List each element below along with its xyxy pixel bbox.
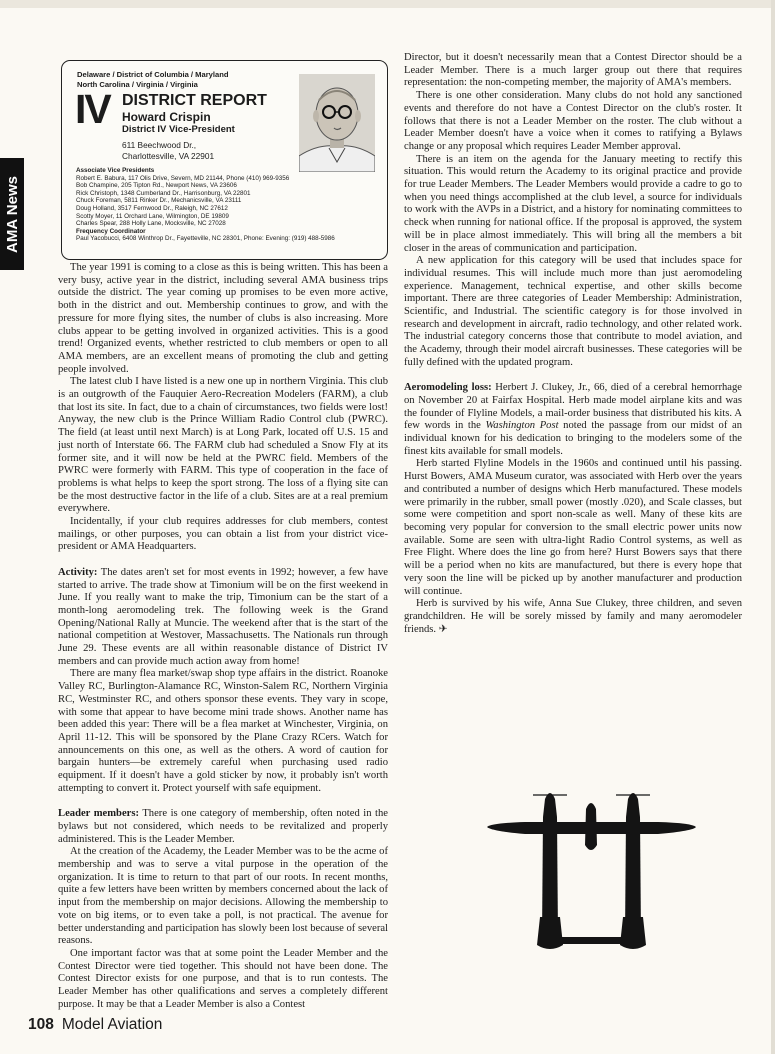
paragraph: There is one other consideration. Many clubs do not hold any sanctioned events and therefore do not have a Contest Director on the club's roster. It follows that there is not a Leader Member on the roster. The club without a Leader Member doesn't have a voice when it comes to ratifying a Bylaws change or any proposal which requires Leader Member approval. [404,90,742,152]
page-number: 108 [28,1016,54,1033]
address-line-2: Charlottesville, VA 22901 [122,151,215,161]
page-right-edge [771,0,775,1054]
states-line-2: North Carolina / Virginia / Virginia [77,79,198,89]
associate-entry: Chuck Foreman, 5811 Rinker Dr., Mechanicsville, VA 23111 [76,197,242,205]
paragraph: The year 1991 is coming to a close as this is being written. This has been a very busy, active year in the district, including several AMA business trips outside the district. The year coming up promises to be even more active, both in the district and out. Membership continues to grow, and with the pressure for more flying sites, the number of clubs is also increasing. More clubs appear to be getting involved in organized activities. This is a good trend! Organized events, whether restricted to club members or open to all AMA members, are an excellent means of promoting the club and getting people involved. [58,262,388,375]
paragraph: At the creation of the Academy, the Leader Member was to be the acme of membership and was to serve a vital purpose in the operation of the organization. It is time to return to that part of our roots. In recent months, quite a few letters have been written by members concerned about the lack of input from the membership on major decisions. Allowing the membership to vote on big items, or to even take a poll, is not practical. The avenue for better understanding and participation has slowly been lost because of several reasons. [58,846,388,947]
end-mark-icon: ✈ [438,623,448,635]
district-report-header [61,60,388,260]
vice-president-name: Howard Crispin [122,110,211,124]
vice-president-address [122,140,214,162]
paragraph: Herb is survived by his wife, Anna Sue Clukey, three children, and seven grandchildren. He will be sorely missed by family and many aeromodeler friends. ✈ [404,598,742,635]
leader-members-heading: Leader members: [58,808,139,820]
frequency-coordinator-entry: Paul Yacobucci, 6408 Winthrop Dr., Fayetteville, NC 28301, Phone: Evening: (919) 488-5986 [76,235,335,243]
section-tab [0,158,24,270]
paragraph: There are many flea market/swap shop type affairs in the district. Roanoke Valley RC, Burlington-Alamance RC, Winston-Salem RC, Northern Virginia RC, Westminster RC, and others sponsor these events. They vary in scope, with some that appear to have become mini trade shows. Another name has been added this year: There will be a flea market at Winchester, Virginia, on April 11-12. This will be sponsored by the Plane Crazy RCers. Watch for announcements on this one, as well as the others. A word of caution for bargain hunters—be extremely careful when purchasing used radio equipment. If it doesn't have a gold sticker by now, it probably isn't worth attempting to convert it. Protect yourself with safe equipment. [58,668,388,794]
aeromodeling-loss-heading: Aeromodeling loss: [404,382,492,394]
aeromodeling-loss-section: Aeromodeling loss: Herbert J. Clukey, Jr., 66, died of a cerebral hemorrhage on November 20 at Fairfax Hospital. Herb made model airplane kits and was the founder of Flyline Models, a mail-order business that distributed his kits. A few words in the Washington Post noted the passage from our midst of an individual known for his dedication to bringing to the modelers some of the finest kits available for small models. [404,382,743,457]
states-line-1: Delaware / District of Columbia / Maryland [77,70,229,79]
associate-entry: Doug Holland, 3517 Fernwood Dr., Raleigh, NC 27612 [76,204,228,212]
activity-section [58,567,388,669]
associate-entry: Charles Spear, 288 Holly Lane, Mocksville, NC 27028 [76,220,226,228]
paragraph: Herb started Flyline Models in the 1960s and continued until his passing. Hurst Bowers, AMA Museum curator, was associated with Herb over the years and contributed a number of designs which Herb manufactured. These models were primarily in the rubber, small power (mostly .020), and Scale classes, but some were competition and sport non-scale as well. Many of these kits are becoming very popular for conversion to the small electric power units now available. Some are seen with ultra-light Radio Control systems, as well as Free Flight. Where does the line go from here? Hurst Bowers says that there will be a period when no kits are manufactured, but there is every hope that very soon the line will be picked up by another manufacturer and production will continue. [404,458,742,597]
associate-vice-presidents [76,167,335,243]
paragraph: A new application for this category will be used that includes space for individual resumes. This will include much more than just aeromodeling experience. Management, technical expertise, and other skills become important. There are three categories of Leader Membership: Administration, Scientific, and Industrial. The scientific category is for those involved in research and development in aircraft, radio technology, and other related work. The industrial category concerns those that contribute to model aviation, and the Academy, through their model aircraft businesses. These categories will be fully defined with the updated program. [404,255,742,368]
newspaper-title: Washington Post [485,420,559,432]
paragraph: One important factor was that at some point the Leader Member and the Contest Director were tied together. This should not have been done. The Contest Director exists for one purpose, and that is to run contests. The Leader Member has other qualifications and serves a completely different purpose. It may be that a Leader Member is also a Contest [58,947,388,1010]
right-article-column [404,52,742,636]
paragraph: There is an item on the agenda for the January meeting to rectify this situation. This would return the Academy to its original practice and provide for true Leader Members. The Leader Members would provide a cadre to go to when you need things accomplished at the club level, a source for individuals to work with the AVPs in a District, and a history for nominating committees to check when running for national office. If the proposal is approved, the system will be in place almost immediately. This will bring all the members a bit closer in the areas of communication and participation. [404,153,742,254]
leader-members-text: There is one category of membership, often noted in the bylaws but not considered, which needs to be revitalized and properly administered. This is the Leader Member. [58,808,388,845]
associate-entry: Scotty Moyer, 11 Orchard Lane, Wilmington, DE 19809 [76,212,229,220]
district-numeral: IV [75,86,110,132]
leader-members-section [58,808,388,846]
activity-text: The dates aren't set for most events in 1992; however, a few have started to arrive. The trade show at Timonium will be on the first weekend in June. If you really want to make the trip, Timonium can be the start of a month-long aeromodeling trek. The following week is the Grand Opening/National Rally at Muncie. The weekend after that is the start of the national competition at Westover, Massachusetts. The Nationals run through June 29. These events are all within reasonable distance of District IV members and can provide much action away from home! [58,566,388,667]
frequency-coordinator-heading: Frequency Coordinator [76,227,146,235]
page-top-edge [0,0,775,8]
paragraph: Director, but it doesn't necessarily mean that a Contest Director should be a Leader Member. There is a much larger group out there that requires representation: the non-competing member, the majority of AMA's members. [404,52,742,89]
associate-entry: Bob Champine, 205 Tipton Rd., Newport News, VA 23606 [76,182,237,190]
left-article-column [58,262,388,1011]
vice-president-portrait [299,74,375,172]
paragraph: Incidentally, if your club requires addresses for club members, contest mailings, or other purposes, you can obtain a list from your district vice-president or AMA Headquarters. [58,516,388,553]
publication-name: Model Aviation [61,1016,163,1033]
associates-heading: Associate Vice Presidents [76,167,155,174]
p38-airplane-silhouette-icon [485,787,698,963]
associate-entry: Rick Christoph, 1348 Cumberland Dr., Harrisonburg, VA 22801 [76,189,251,197]
page-footer [28,1016,162,1034]
paragraph: The latest club I have listed is a new one up in northern Virginia. This club is an outgrowth of the Fauquier Aero-Recreation Modelers (FARM), a club that lost its site. In fact, due to a chain of circumstances, two fields were lost! Anyway, the new club is the Prince William Radio Control club (PWRC). The field (at least until next March) is at Long Park, located off U.S. 15 and just north of Interstate 66. The FARM club had scheduled a Snow Fly at its former site, and it will now be held at the PWRC field. Members of the PWRC were formerly with FARM. This type of cooperation in the face of problems is what helps to keep the sport strong. The loss of a flying site can be the most destructive factor in the life of a club. Sites are at a real premium everywhere. [58,376,388,515]
associate-entry: Robert E. Babura, 117 Olis Drive, Severn, MD 21144, Phone (410) 969-9356 [76,174,290,182]
address-line-1: 611 Beechwood Dr., [122,140,197,150]
section-tab-label: AMA News [3,175,21,253]
district-report-title: DISTRICT REPORT [122,92,267,109]
activity-heading: Activity: [58,566,98,578]
vice-president-role: District IV Vice-President [122,124,235,135]
